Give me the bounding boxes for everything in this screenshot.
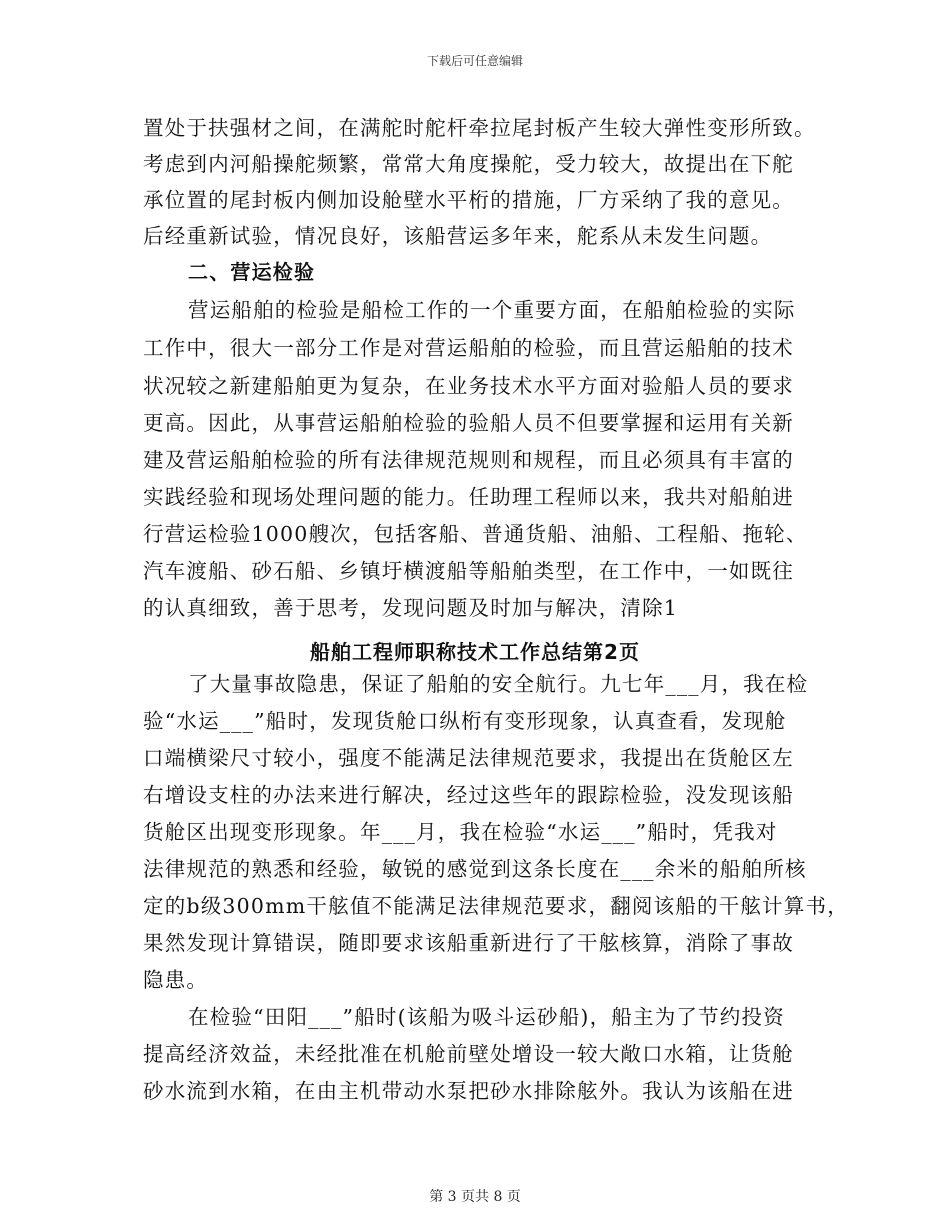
paragraph-line: 验“水运___”船时，发现货舱口纵桁有变形现象，认真查看，发现舱 bbox=[143, 709, 787, 733]
paragraph-line: 口端横梁尺寸较小，强度不能满足法律规范要求，我提出在货舱区左 bbox=[143, 746, 794, 770]
paragraph-line: 在检验“田阳___”船时(该船为吸斗运砂船)，船主为了节约投资 bbox=[188, 1005, 785, 1029]
page-title: 船舶工程师职称技术工作总结第2页 bbox=[310, 640, 640, 664]
paragraph-line: 更高。因此，从事营运船舶检验的验船人员不但要掌握和运用有关新 bbox=[143, 411, 794, 435]
paragraph-line: 货舱区出现变形现象。年___月，我在检验“水运___”船时，凭我对 bbox=[143, 820, 778, 844]
paragraph-line: 了大量事故隐患，保证了船舶的安全航行。九七年___月，我在检 bbox=[188, 672, 809, 696]
paragraph-line: 建及营运船舶检验的所有法律规范规则和规程，而且必须具有丰富的 bbox=[143, 448, 794, 472]
paragraph-line: 工作中，很大一部分工作是对营运船舶的检验，而且营运船舶的技术 bbox=[143, 336, 794, 360]
paragraph-line: 汽车渡船、砂石船、乡镇圩横渡船等船舶类型，在工作中，一如既往 bbox=[143, 559, 794, 583]
paragraph-line: 营运船舶的检验是船检工作的一个重要方面，在船舶检验的实际 bbox=[188, 298, 796, 322]
paragraph-line: 状况较之新建船舶更为复杂，在业务技术水平方面对验船人员的要求 bbox=[143, 374, 794, 398]
paragraph-line: 定的b级300mm干舷值不能满足法律规范要求，翻阅该船的干舷计算书， bbox=[143, 894, 849, 918]
paragraph-line: 承位置的尾封板内侧加设舱壁水平桁的措施，厂方采纳了我的意见。 bbox=[143, 188, 794, 212]
paragraph-line: 考虑到内河船操舵频繁，常常大角度操舵，受力较大，故提出在下舵 bbox=[143, 152, 794, 176]
paragraph-line: 法律规范的熟悉和经验，敏锐的感觉到这条长度在___余米的船舶所核 bbox=[143, 857, 807, 881]
paragraph-line: 隐患。 bbox=[143, 968, 209, 992]
paragraph-line: 后经重新试验，情况良好，该船营运多年来，舵系从未发生问题。 bbox=[143, 224, 773, 248]
paragraph-line: 果然发现计算错误，随即要求该船重新进行了干舷核算，消除了事故 bbox=[143, 931, 794, 955]
paragraph-line: 的认真细致，善于思考，发现问题及时加与解决，清除1 bbox=[143, 596, 679, 620]
paragraph-line: 行营运检验1000艘次，包括客船、普通货船、油船、工程船、拖轮、 bbox=[143, 522, 808, 546]
page-footer: 第 3 页共 8 页 bbox=[429, 1189, 521, 1205]
paragraph-line: 提高经济效益，未经批准在机舱前壁处增设一较大敞口水箱，让货舱 bbox=[143, 1042, 794, 1066]
paragraph-line: 砂水流到水箱，在由主机带动水泵把砂水排除舷外。我认为该船在进 bbox=[143, 1079, 794, 1103]
paragraph-line: 右增设支柱的办法来进行解决，经过这些年的跟踪检验，没发现该船 bbox=[143, 783, 794, 807]
paragraph-line: 实践经验和现场处理问题的能力。任助理工程师以来，我共对船舶进 bbox=[143, 485, 794, 509]
paragraph-line: 置处于扶强材之间，在满舵时舵杆牵拉尾封板产生较大弹性变形所致。 bbox=[143, 116, 816, 140]
page-header: 下载后可任意编辑 bbox=[426, 54, 523, 68]
section-heading: 二、营运检验 bbox=[188, 260, 316, 284]
